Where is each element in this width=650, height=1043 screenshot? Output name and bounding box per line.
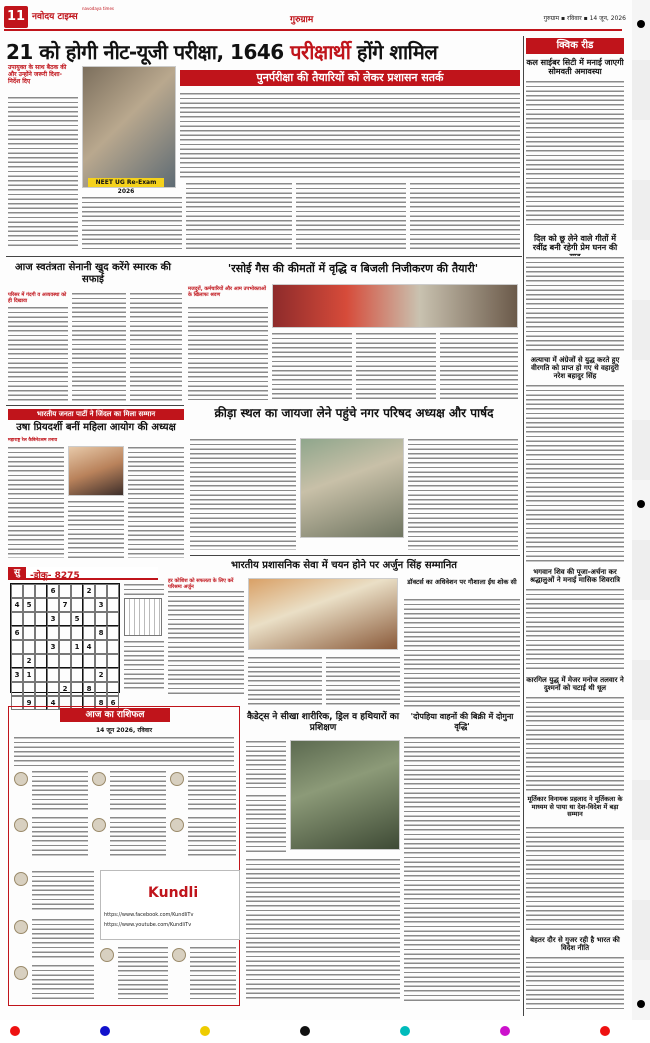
gas-body-col3 [356, 332, 436, 400]
doctors-headline: डॉक्टर्स का अधिवेशन पर गौशाला ईंध शोक सी [407, 578, 517, 586]
quick-read-body [526, 384, 624, 564]
horoscope-entry [110, 816, 166, 858]
sudoku-cell [71, 626, 83, 640]
sudoku-cell [47, 682, 59, 696]
registration-dot [600, 1026, 610, 1036]
quick-read-label: क्विक रीड [526, 38, 624, 54]
horoscope-entry [32, 918, 94, 960]
sudoku-cell [59, 626, 71, 640]
sudoku-cell: 6 [11, 626, 23, 640]
divider [6, 256, 522, 257]
sudoku-cell [107, 584, 119, 598]
horoscope-panchang [14, 736, 234, 766]
cadets-body-col1 [246, 740, 286, 788]
zodiac-sagittarius-icon [14, 966, 28, 980]
vehicles-headline: 'दोपहिया वाहनों की बिक्री में दोगुना वृद्धि' [410, 712, 514, 731]
horoscope-entry [118, 946, 168, 1002]
sudoku-cell [83, 668, 95, 682]
horoscope-title: आज का राशिफल [60, 708, 170, 722]
ias-headline: भारतीय प्रशासनिक सेवा में चयन होने पर अर्जुन सिंह सम्मानित [230, 560, 458, 571]
sudoku-cell [11, 584, 23, 598]
sudoku-cell [35, 640, 47, 654]
sudoku-cell [59, 584, 71, 598]
bjp-body-col3 [128, 446, 184, 558]
sudoku-cell: 3 [95, 598, 107, 612]
memorial-headline: आज स्वतंत्रता सेनानी खुद करेंगे स्मारक की सफाई [15, 262, 171, 285]
sudoku-cell: 4 [11, 598, 23, 612]
horoscope-entry [32, 816, 88, 858]
registration-dot [500, 1026, 510, 1036]
sudoku-cell [23, 612, 35, 626]
sudoku-cell: 6 [107, 696, 119, 710]
cadets-drill-photo [290, 740, 400, 850]
sudoku-solution-grid [124, 598, 162, 636]
page-number: 11 [4, 6, 28, 28]
bjp-body-col1 [8, 446, 64, 558]
sudoku-cell [11, 640, 23, 654]
masthead [0, 0, 650, 34]
sudoku-cell [35, 584, 47, 598]
footer-registration-strip [0, 1020, 650, 1043]
sudoku-cell: 1 [71, 640, 83, 654]
sudoku-cell [59, 668, 71, 682]
sudoku-cell [23, 682, 35, 696]
sudoku-cell [23, 626, 35, 640]
sudoku-cell [71, 668, 83, 682]
sudoku-cell [107, 654, 119, 668]
cadets-headline: कैडेट्स ने सीखा शारीरिक, ड्रिल व हथियारों का प्रशिक्षण [246, 712, 400, 733]
bjp-headline: उषा प्रियदर्शी बनीं महिला आयोग की अध्यक्ष [16, 422, 176, 433]
registration-dot [10, 1026, 20, 1036]
sudoku-cell: 7 [59, 598, 71, 612]
zodiac-aquarius-icon [172, 948, 186, 962]
quick-read-story: मूर्तिकार विनायक प्रहलाद ने मूर्तिकला के माध्यम से पाया था देश-विदेश में बड़ा सम्मान [527, 795, 623, 818]
sudoku-cell [71, 654, 83, 668]
sudoku-title: -डोकू- 8275 [30, 571, 80, 581]
horoscope-entry [188, 770, 236, 812]
sudoku-cell [107, 668, 119, 682]
sudoku-cell [83, 612, 95, 626]
sudoku-cell [11, 612, 23, 626]
sudoku-cell [47, 598, 59, 612]
lead-body-col3 [296, 182, 406, 252]
column-divider [523, 36, 524, 1016]
lead-headline-highlight: परीक्षार्थी [290, 40, 351, 64]
divider [190, 555, 520, 556]
gas-body-col2 [272, 332, 352, 400]
lead-sidebar-body [8, 96, 78, 246]
quick-read-body [526, 696, 624, 792]
sudoku-cell: 4 [47, 696, 59, 710]
sudoku-cell [47, 668, 59, 682]
sudoku-cell [35, 654, 47, 668]
divider [6, 405, 184, 406]
kundli-logo: Kundli [148, 885, 199, 901]
sudoku-cell [71, 682, 83, 696]
sudoku-cell: 3 [11, 668, 23, 682]
sudoku-cell: 8 [83, 682, 95, 696]
sudoku-cell [35, 668, 47, 682]
sudoku-instructions [124, 640, 164, 692]
zodiac-capricorn-icon [100, 948, 114, 962]
horoscope-entry [32, 870, 94, 912]
felicitation-photo [248, 578, 398, 650]
sudoku-cell [83, 654, 95, 668]
sudoku-cell [107, 626, 119, 640]
stadium-headline: क्रीड़ा स्थल का जायजा लेने पहुंचे नगर परिषद अध्यक्ष और पार्षद [214, 406, 494, 420]
sudoku-cell [11, 654, 23, 668]
sudoku-cell [107, 640, 119, 654]
sudoku-cell [23, 584, 35, 598]
horoscope-entry [32, 770, 88, 812]
sudoku-cell: 2 [95, 668, 107, 682]
lead-sub-banner: पुनर्परीक्षा की तैयारियों को लेकर प्रशासन सतर्क [180, 70, 520, 86]
exam-hall-photo [82, 66, 176, 188]
registration-dot [100, 1026, 110, 1036]
sudoku-cell [71, 598, 83, 612]
zodiac-taurus-icon [92, 772, 106, 786]
horoscope-entry [32, 964, 94, 1002]
sudoku-cell [83, 626, 95, 640]
registration-dot [637, 500, 645, 508]
sudoku-cell [95, 654, 107, 668]
vehicles-body [404, 736, 520, 1002]
sudoku-cell [47, 654, 59, 668]
advert-facebook-link: https://www.facebook.com/KundliTv [104, 912, 194, 918]
sudoku-cell: 8 [95, 696, 107, 710]
quick-read-story: अत्याचा में अंग्रेजों से युद्ध करते हुए वीरगति को प्राप्त हो गए थे वहादुरी नरेश बहादुर सिंह [530, 356, 620, 380]
zodiac-aries-icon [14, 772, 28, 786]
gas-body-col4 [440, 332, 518, 400]
sudoku-cell [35, 626, 47, 640]
sudoku-cell [107, 682, 119, 696]
sudoku-cell [95, 640, 107, 654]
sudoku-cell [59, 640, 71, 654]
section-title: गुरुग्राम [290, 15, 314, 25]
photo-caption: NEET UG Re-Exam 2026 [88, 178, 164, 187]
sudoku-cell: 3 [47, 612, 59, 626]
sudoku-cell [107, 612, 119, 626]
lead-headline [6, 38, 522, 65]
horoscope-entry [110, 770, 166, 812]
stadium-body-col1 [190, 438, 296, 550]
memorial-body-col1 [8, 306, 68, 402]
sudoku-cell: 2 [59, 682, 71, 696]
sudoku-cell [95, 584, 107, 598]
brand-subtitle: navodaya times [82, 6, 115, 11]
horoscope-date: 14 जून 2026, रविवार [95, 727, 153, 734]
registration-dot [400, 1026, 410, 1036]
registration-dot [200, 1026, 210, 1036]
zodiac-gemini-icon [170, 772, 184, 786]
quick-read-body [526, 956, 624, 1010]
bjp-banner: भारतीय जनता पार्टी ने जिंदल का मिला सम्मान [8, 409, 184, 420]
cadets-body-col2 [246, 794, 286, 854]
quick-read-body [526, 826, 624, 932]
registration-dot [637, 20, 645, 28]
sudoku-cell [95, 612, 107, 626]
sudoku-cell: 8 [95, 626, 107, 640]
gas-headline: 'रसोई गैस की कीमतों में वृद्धि व बिजली निजीकरण की तैयारी' [227, 262, 479, 275]
ias-body-col1 [168, 590, 244, 694]
sudoku-tag: सु [8, 567, 26, 580]
kundli-advert [100, 870, 240, 940]
bjp-kicker: महाराष्ट्र रेल कैबिनेटश्रम तनाव [8, 438, 58, 443]
ias-body-col2 [248, 656, 322, 706]
portrait-photo [68, 446, 124, 496]
quick-read-body [526, 80, 624, 228]
dateline: गुरुग्राम ▪ रविवार ▪ 14 जून, 2026 [543, 15, 626, 22]
sudoku-cell [23, 640, 35, 654]
sudoku-cell [59, 612, 71, 626]
memorial-body-col2 [72, 292, 126, 402]
sudoku-cell: 6 [47, 584, 59, 598]
sudoku-cell: 9 [23, 696, 35, 710]
sudoku-cell: 2 [83, 584, 95, 598]
ias-body-col3 [326, 656, 400, 706]
lead-headline-part: 21 को होगी नीट-यूजी परीक्षा, 1646 [6, 40, 291, 64]
sudoku-grid [10, 583, 120, 707]
zodiac-cancer-icon [14, 818, 28, 832]
memorial-kicker: परिसर में गंदगी व अव्यवस्था को ही दिखावा [8, 292, 67, 304]
quick-read-body [526, 256, 624, 352]
lead-body-col4 [410, 182, 520, 252]
sudoku-cell [95, 682, 107, 696]
lead-body-col1 [82, 196, 182, 252]
stadium-body-col2 [408, 438, 518, 550]
edge-registration-bar [632, 0, 650, 1043]
registration-dot [300, 1026, 310, 1036]
sudoku-cell [35, 682, 47, 696]
quick-read-story: कल साईबर सिटी में मनाई जाएगी सोमवती अमावस्या [526, 58, 624, 76]
sudoku-cell [107, 598, 119, 612]
zodiac-scorpio-icon [14, 920, 28, 934]
advert-youtube-link: https://www.youtube.com/KundliTv [104, 922, 192, 928]
sudoku-cell [83, 598, 95, 612]
lead-body-top [180, 92, 520, 178]
horoscope-entry [188, 816, 236, 858]
memorial-body-col3 [130, 292, 182, 402]
zodiac-leo-icon [92, 818, 106, 832]
quick-read-story: भगवान शिव की पूजा-अर्चना कर श्रद्धालुओं ने मनाई मासिक शिवरात्रि [530, 568, 620, 584]
sudoku-cell: 1 [23, 668, 35, 682]
lead-sidebar-head: उपायुक्त के साथ बैठक की और उन्होंने जरूरी दिशा-निर्देश दिए [8, 64, 67, 85]
stadium-photo [300, 438, 404, 538]
sudoku-cell [59, 654, 71, 668]
quick-read-story: दिल को छू लेने वाले गीतों में रवींद्र बनी रहेगी प्रेम घनन की [532, 234, 618, 252]
cadets-body-col3 [246, 858, 400, 1002]
sudoku-cell: 3 [47, 640, 59, 654]
sudoku-cell: 2 [23, 654, 35, 668]
horoscope-entry [190, 946, 236, 1002]
quick-read-body [526, 588, 624, 672]
lead-headline-part: होंगे शामिल [350, 40, 438, 64]
sudoku-cell: 5 [23, 598, 35, 612]
sudoku-cell: 5 [71, 612, 83, 626]
sudoku-cell [35, 612, 47, 626]
sudoku-cell: 4 [83, 640, 95, 654]
ias-kicker: हर कोशिश को सफलता के लिए करें परिश्रमः अर्जुन [168, 578, 234, 590]
registration-dot [637, 1000, 645, 1008]
zodiac-virgo-icon [170, 818, 184, 832]
sudoku-rules [124, 583, 164, 595]
gas-kicker: मजदूरों, कर्मचारियों और आम उपभोक्ताओं के खिलाफः श्रवण [188, 286, 266, 298]
sudoku-cell [47, 626, 59, 640]
sudoku-cell [11, 682, 23, 696]
quick-read-story: कारगिल युद्ध में मेजर मनोज तलवार ने दुश्मनों को चटाई थी धूल [526, 676, 624, 692]
gas-cylinders-photo [272, 284, 518, 328]
quick-read-story: बेहतर दौर से गुजर रही है भारत की विदेश नीति [530, 936, 620, 952]
brand-name: नवोदय टाइम्स [32, 12, 78, 22]
gas-body-col1 [188, 306, 268, 400]
sudoku-cell [35, 598, 47, 612]
lead-body-col2 [186, 182, 292, 252]
doctors-body [404, 598, 520, 708]
sudoku-cell [71, 584, 83, 598]
masthead-rule [4, 29, 622, 31]
zodiac-libra-icon [14, 872, 28, 886]
bjp-body-col2 [68, 500, 124, 558]
